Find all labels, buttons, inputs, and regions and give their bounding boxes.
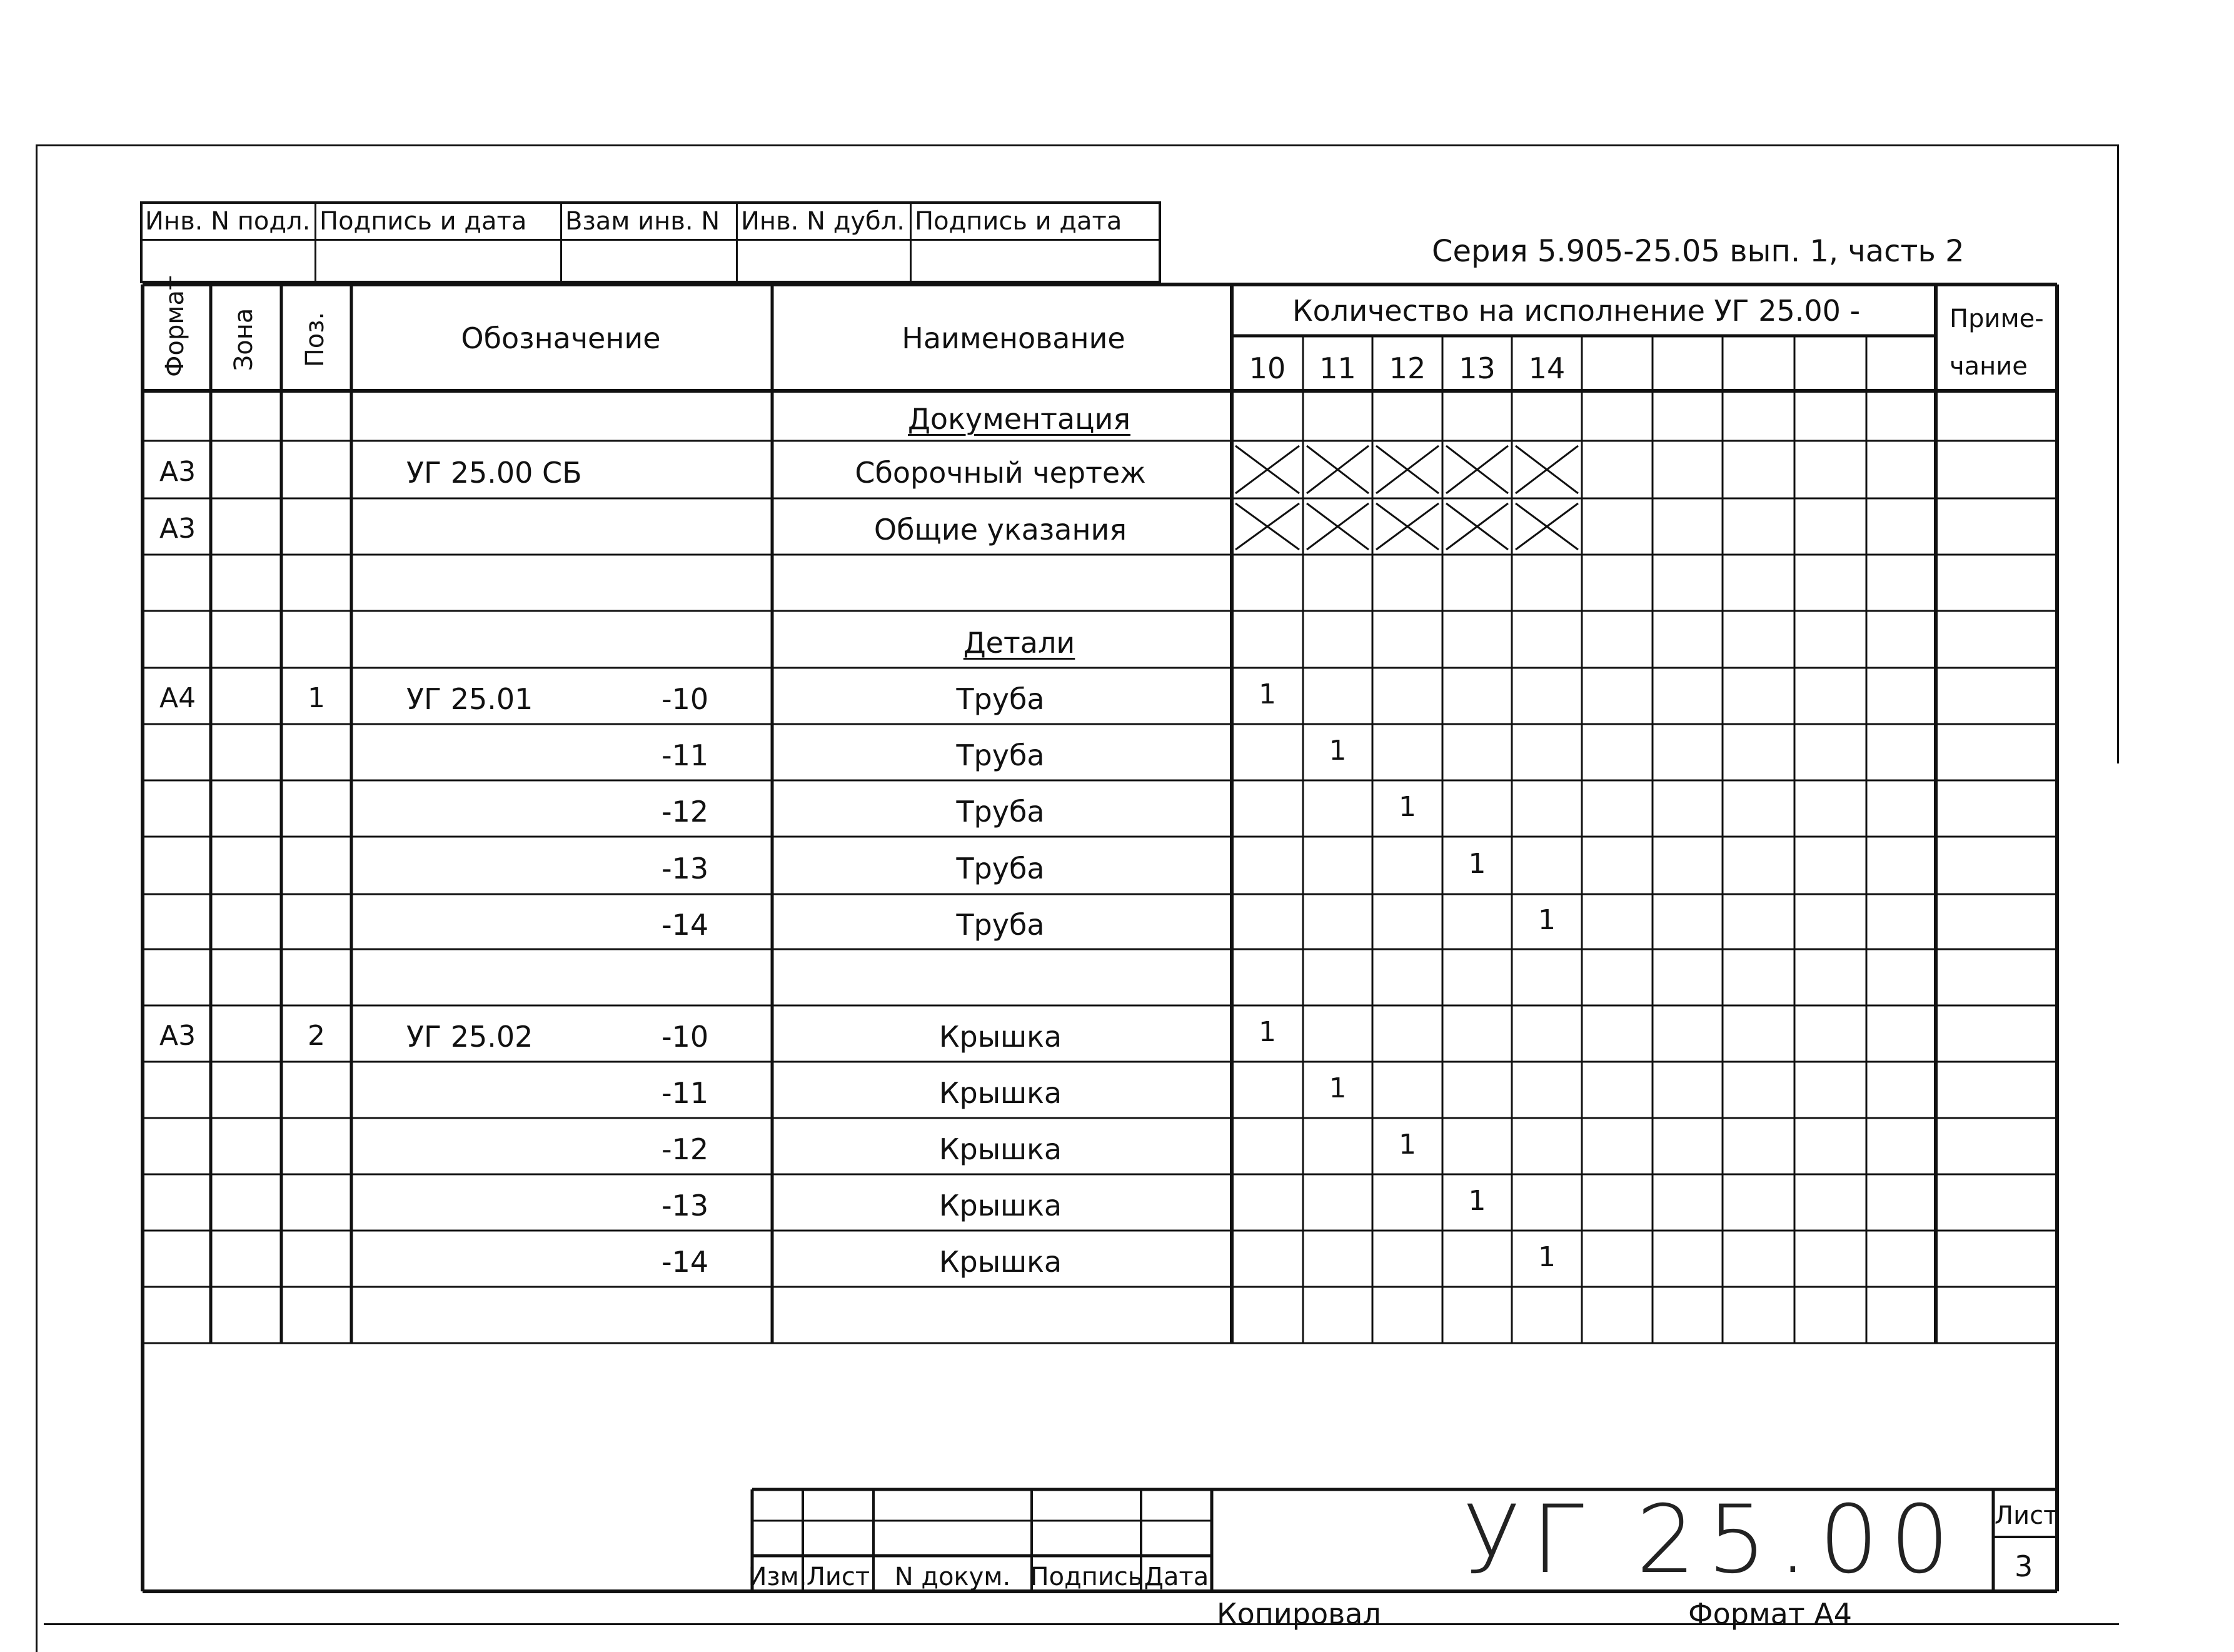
row-qty: 1 (1538, 1241, 1556, 1273)
row-name: Крышка (938, 1189, 1062, 1222)
variant-header-12: 12 (1389, 351, 1426, 385)
row-format: А3 (159, 513, 196, 545)
variant-header-14: 14 (1528, 351, 1566, 385)
row-qty: 1 (1259, 678, 1276, 710)
header-zone: Зона (229, 308, 258, 371)
row-name: Крышка (938, 1020, 1062, 1054)
row-variant-suffix: -13 (662, 852, 709, 885)
row-designation: УГ 25.02 (406, 1020, 533, 1054)
header-pos: Поз. (301, 311, 330, 368)
row-qty: 1 (1329, 735, 1347, 767)
row-qty: 1 (1399, 791, 1416, 823)
change-column-label: Дата (1144, 1563, 1209, 1591)
section-heading: Детали (963, 626, 1075, 660)
row-variant-suffix: -13 (662, 1189, 709, 1222)
row-name: Крышка (938, 1245, 1062, 1279)
inventory-header-cell: Инв. N дубл. (741, 207, 905, 236)
header-designation: Обозначение (461, 321, 661, 355)
row-variant-suffix: -14 (662, 908, 709, 942)
variant-header-10: 10 (1249, 351, 1286, 385)
series-label: Серия 5.905-25.05 вып. 1, часть 2 (1432, 234, 1965, 269)
row-variant-suffix: -12 (662, 795, 709, 829)
row-name: Общие указания (873, 513, 1127, 546)
document-code: УГ 25.00 (1463, 1486, 1961, 1594)
row-qty: 1 (1259, 1016, 1276, 1048)
row-position: 2 (308, 1020, 325, 1052)
row-name: Сборочный чертеж (855, 456, 1146, 490)
header-note-2: чание (1950, 352, 2028, 381)
row-name: Труба (956, 852, 1045, 885)
row-qty: 1 (1329, 1072, 1347, 1104)
inventory-header-cell: Подпись и дата (320, 207, 527, 236)
row-variant-suffix: -11 (662, 1076, 709, 1110)
row-designation: УГ 25.00 СБ (406, 456, 582, 490)
row-format: А3 (159, 1020, 196, 1052)
paper-format-label: Формат А4 (1688, 1597, 1852, 1631)
variant-header-11: 11 (1319, 351, 1356, 385)
change-column-label: Изм. (748, 1563, 807, 1591)
change-column-label: N докум. (894, 1563, 1011, 1591)
row-name: Крышка (938, 1132, 1062, 1166)
header-name: Наименование (902, 321, 1125, 355)
header-note-1: Приме- (1950, 305, 2044, 333)
row-qty: 1 (1468, 1185, 1486, 1217)
row-name: Крышка (938, 1076, 1062, 1110)
row-variant-suffix: -12 (662, 1132, 709, 1166)
copied-by-label: Копировал (1217, 1597, 1381, 1631)
row-qty: 1 (1468, 848, 1486, 880)
header-qty-title: Количество на исполнение УГ 25.00 - (1292, 294, 1861, 328)
row-position: 1 (308, 682, 325, 714)
row-variant-suffix: -14 (662, 1245, 709, 1279)
sheet-label: Лист (1995, 1501, 2058, 1530)
row-qty: 1 (1538, 904, 1556, 936)
row-name: Труба (956, 908, 1045, 942)
section-heading: Документация (907, 402, 1131, 436)
row-qty: 1 (1399, 1129, 1416, 1161)
row-variant-suffix: -10 (662, 1020, 709, 1054)
row-name: Труба (956, 682, 1045, 716)
row-format: А4 (159, 682, 196, 714)
row-variant-suffix: -10 (662, 682, 709, 716)
inventory-header-cell: Взам инв. N (565, 207, 720, 236)
row-format: А3 (159, 456, 196, 488)
row-name: Труба (956, 738, 1045, 772)
change-column-label: Лист (806, 1563, 870, 1591)
change-column-label: Подпись (1030, 1563, 1143, 1591)
sheet-number: 3 (2015, 1549, 2033, 1583)
row-variant-suffix: -11 (662, 738, 709, 772)
row-name: Труба (956, 795, 1045, 829)
variant-header-13: 13 (1459, 351, 1496, 385)
header-format: Формат (161, 275, 189, 377)
inventory-header-cell: Инв. N подл. (145, 207, 311, 236)
inventory-header-cell: Подпись и дата (915, 207, 1122, 236)
row-designation: УГ 25.01 (406, 682, 533, 716)
